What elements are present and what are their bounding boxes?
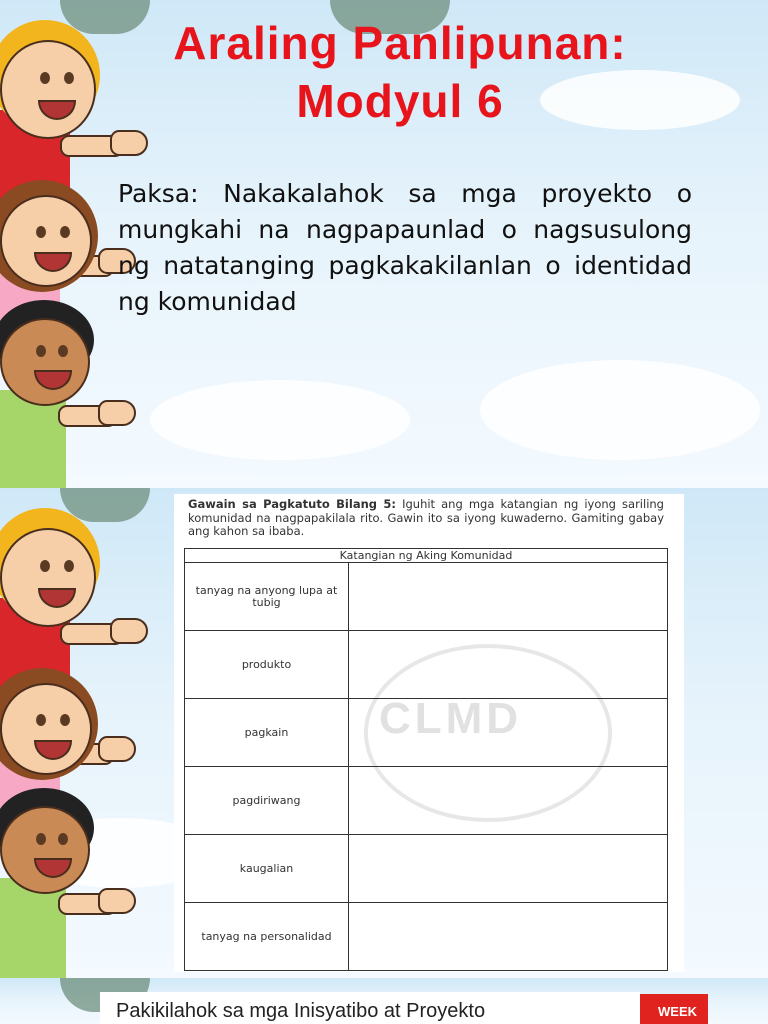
- answer-cell: [349, 835, 668, 903]
- answer-cell: [349, 699, 668, 767]
- table-row: [185, 835, 668, 903]
- watermark-text: CLMD: [379, 694, 523, 743]
- table-row: [185, 631, 668, 699]
- table-row: [185, 563, 668, 631]
- instruction-label: Gawain sa Pagkatuto Bilang 5:: [188, 497, 397, 511]
- answer-cell: [349, 631, 668, 699]
- answer-cell: [349, 903, 668, 971]
- katangian-table: [184, 548, 668, 971]
- answer-cell: [349, 563, 668, 631]
- worksheet: [174, 494, 684, 972]
- slide-worksheet: [0, 488, 768, 978]
- worksheet-instruction: [188, 498, 664, 539]
- table-row: [185, 699, 668, 767]
- instruction-text: Iguhit ang mga katangian ng iyong sariling komunidad na nagpapakilala rito. Gawin ito sa iyong kuwaderno. Gamiting gabay ang kahon sa ibaba.: [188, 497, 664, 538]
- title-line-2: Modyul 6: [296, 75, 504, 127]
- cloud-decoration: [480, 360, 760, 460]
- table-header: Katangian ng Aking Komunidad: [185, 549, 668, 563]
- row-label: produkto: [185, 631, 349, 699]
- topic-text: Paksa: Nakakalahok sa mga proyekto o mungkahi na nagpapaunlad o nagsusulong ng natatanging pagkakakilanlan o identidad ng komunidad: [118, 179, 692, 316]
- slide-title: [0, 0, 768, 488]
- row-label: pagdiriwang: [185, 767, 349, 835]
- title-line-1: Araling Panlipunan:: [173, 17, 627, 69]
- row-label: kaugalian: [185, 835, 349, 903]
- slide-next: [0, 978, 768, 1024]
- row-label: tanyag na anyong lupa at tubig: [185, 563, 349, 631]
- table-row: [185, 767, 668, 835]
- week-badge: WEEK: [640, 994, 708, 1024]
- row-label: tanyag na personalidad: [185, 903, 349, 971]
- answer-cell: [349, 767, 668, 835]
- slide-heading: Pakikilahok sa mga Inisyatibo at Proyekto: [116, 1000, 486, 1022]
- cloud-decoration: [150, 380, 410, 460]
- page-title: [120, 14, 680, 130]
- row-label: pagkain: [185, 699, 349, 767]
- table-row: [185, 903, 668, 971]
